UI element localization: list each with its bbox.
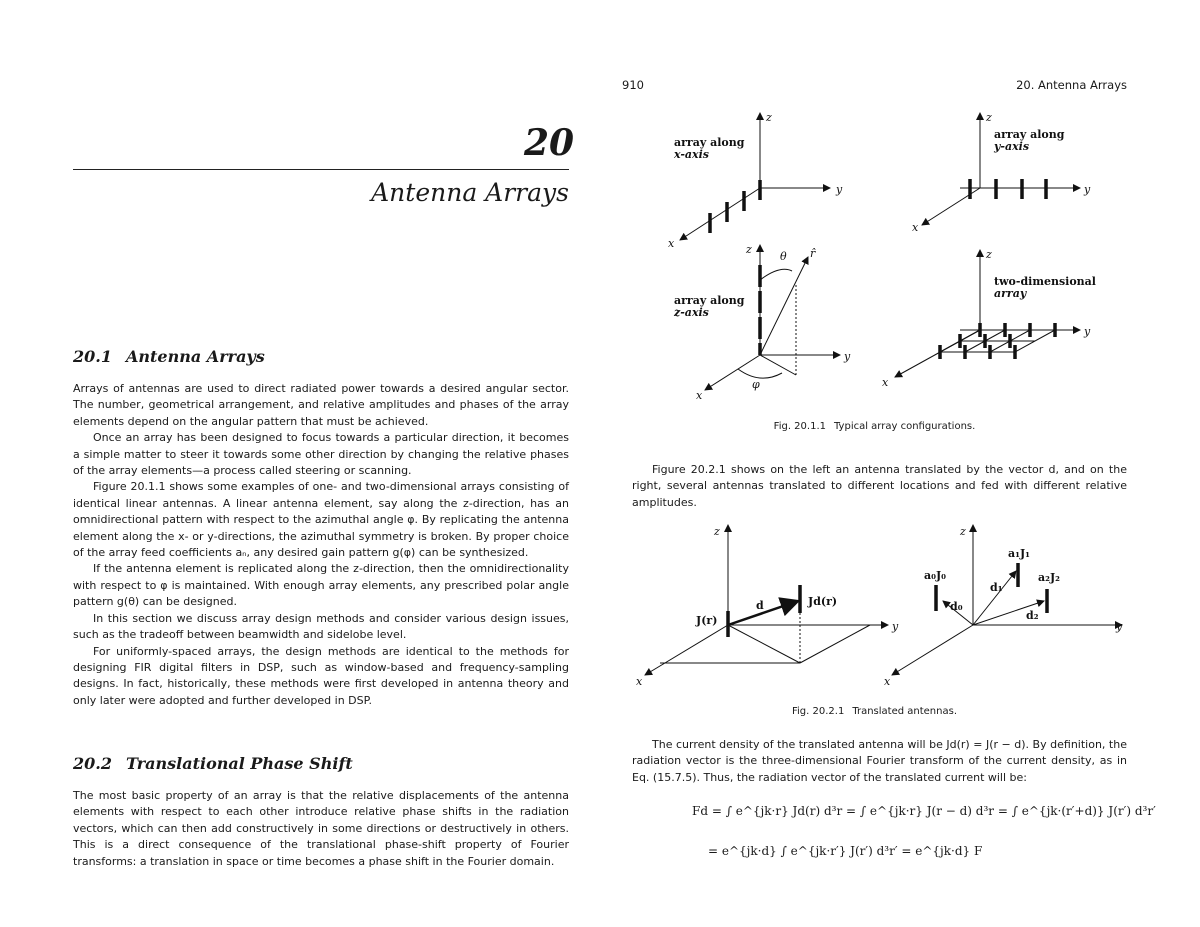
phi-label: φ <box>752 378 760 391</box>
chapter-number: 20 <box>524 122 575 164</box>
paragraph: If the antenna element is replicated along the z-direction, then the omnidirectionality with respect to φ is maintained. With enough array elements, any prescribed polar angle pattern g(θ) can be designed. <box>73 562 569 609</box>
label-2d-2: array <box>994 287 1027 300</box>
panel-translated-antenna <box>645 525 888 675</box>
theta-label: θ <box>780 250 787 263</box>
right-paragraph-1 <box>632 462 1127 511</box>
label-d1: d₁ <box>990 581 1003 594</box>
panel-two-dimensional <box>895 250 1080 377</box>
figure-caption-text: Translated antennas. <box>852 706 957 717</box>
figure-caption-20-2-1 <box>622 706 1127 717</box>
label-d: d <box>756 599 764 612</box>
axis-label-z: z <box>960 525 966 538</box>
paragraph: The current density of the translated antenna will be Jd(r) = J(r − d). By definition, the radiation vector is the three-dimensional Fourier transform of the current density, as in Eq. (15.7.5). Thus, the radiation vector of the translated current will be: <box>632 738 1127 784</box>
paragraph: Once an array has been designed to focus towards a particular direction, it becomes a simple matter to steer it towards some other direction by changing the relative phases of the array elements—a process called steering or scanning. <box>73 431 569 478</box>
panel-array-x <box>680 113 830 240</box>
equation-line-1: Fd = ∫ e^{jk·r} Jd(r) d³r = ∫ e^{jk·r} J(r − d) d³r = ∫ e^{jk·(r′+d)} J(r′) d³r′ <box>692 804 1156 818</box>
right-paragraph-2 <box>632 737 1127 786</box>
axis-label-y: y <box>1084 183 1091 196</box>
paragraph: In this section we discuss array design methods and consider various design issues, such as the tradeoff between beamwidth and sidelobe level. <box>73 611 569 642</box>
chapter-rule <box>73 169 569 170</box>
axis-label-z: z <box>986 111 992 124</box>
axis-label-z: z <box>746 243 752 256</box>
figure-20-1-1 <box>660 105 1120 405</box>
chapter-title: Antenna Arrays <box>371 178 569 207</box>
equation-line-2: = e^{jk·d} ∫ e^{jk·r′} J(r′) d³r′ = e^{jk·d} F <box>708 844 983 858</box>
figure-label: Fig. 20.2.1 <box>792 706 845 717</box>
axis-label-x: x <box>636 675 643 688</box>
running-head: 20. Antenna Arrays <box>1016 78 1127 92</box>
figure-caption-text: Typical array configurations. <box>834 421 976 432</box>
axis-label-x: x <box>884 675 891 688</box>
axis-label-z: z <box>766 111 772 124</box>
axis-label-z: z <box>986 248 992 261</box>
label-2d-1: two-dimensional <box>994 275 1096 288</box>
label-array-z-1: array along <box>674 294 745 307</box>
label-Jd: Jd(r) <box>808 595 838 608</box>
axis-label-x: x <box>882 376 889 389</box>
axis-label-z: z <box>714 525 720 538</box>
section-title: Translational Phase Shift <box>125 754 353 773</box>
axis-label-y: y <box>1116 620 1123 633</box>
figure-label: Fig. 20.1.1 <box>773 421 826 432</box>
section-title: Antenna Arrays <box>125 347 265 366</box>
axis-label-x: x <box>912 221 919 234</box>
section-20-2-body <box>73 788 569 870</box>
label-a2J2: a₂J₂ <box>1038 571 1060 584</box>
section-number: 20.2 <box>73 754 112 773</box>
section-heading-20-2 <box>73 754 353 773</box>
panel-array-z <box>705 245 840 390</box>
label-array-z-2: z-axis <box>674 306 709 319</box>
label-a0J0: a₀J₀ <box>924 569 946 582</box>
axis-label-x: x <box>668 237 675 250</box>
axis-label-y: y <box>1084 325 1091 338</box>
figure-caption-20-1-1 <box>622 421 1127 432</box>
panel-several-antennas <box>892 525 1122 675</box>
axis-label-y: y <box>836 183 843 196</box>
paragraph: Figure 20.1.1 shows some examples of one- and two-dimensional arrays consisting of identical linear antennas. A linear antenna element, say along the z-direction, has an omnidirectional pattern with respect to the azimuthal angle φ. By replicating the antenna element along the x- or y-directions, the azimuthal symmetry is broken. By proper choice of the array feed coefficients aₙ, any desired gain pattern g(φ) can be synthesized. <box>73 480 569 560</box>
axis-label-y: y <box>844 350 851 363</box>
figure-20-2-1 <box>630 515 1130 695</box>
rhat-label: r̂ <box>810 247 816 260</box>
label-array-x-1: array along <box>674 136 745 149</box>
axis-label-x: x <box>696 389 703 402</box>
section-20-1-body <box>73 381 569 709</box>
paragraph: The most basic property of an array is that the relative displacements of the antenna elements with respect to each other introduce relative phase shifts in the radiation vectors, which can then add constructively in some directions or destructively in others. This is a direct consequence of the translational phase-shift property of Fourier transforms: a translation in space or time becomes a phase shift in the Fourier domain. <box>73 789 569 868</box>
paragraph: Figure 20.2.1 shows on the left an antenna translated by the vector d, and on the right, several antennas translated to different locations and fed with different relative amplitudes. <box>632 463 1127 509</box>
section-number: 20.1 <box>73 347 112 366</box>
label-d0: d₀ <box>950 600 963 613</box>
label-array-y-1: array along <box>994 128 1065 141</box>
label-array-x-2: x-axis <box>674 148 709 161</box>
label-array-y-2: y-axis <box>994 140 1030 153</box>
section-heading-20-1 <box>73 347 265 366</box>
paragraph: Arrays of antennas are used to direct radiated power towards a desired angular sector. The number, geometrical arrangement, and relative amplitudes and phases of the array elements depend on the angular pattern that must be achieved. <box>73 382 569 428</box>
page-number: 910 <box>622 78 644 92</box>
label-J: J(r) <box>696 614 718 627</box>
paragraph: For uniformly-spaced arrays, the design methods are identical to the methods for designing FIR digital filters in DSP, such as window-based and frequency-sampling designs. In fact, historically, these methods were first developed in antenna theory and only later were adopted and further developed in DSP. <box>73 644 569 707</box>
axis-label-y: y <box>892 620 899 633</box>
label-d2: d₂ <box>1026 609 1039 622</box>
label-a1J1: a₁J₁ <box>1008 547 1030 560</box>
